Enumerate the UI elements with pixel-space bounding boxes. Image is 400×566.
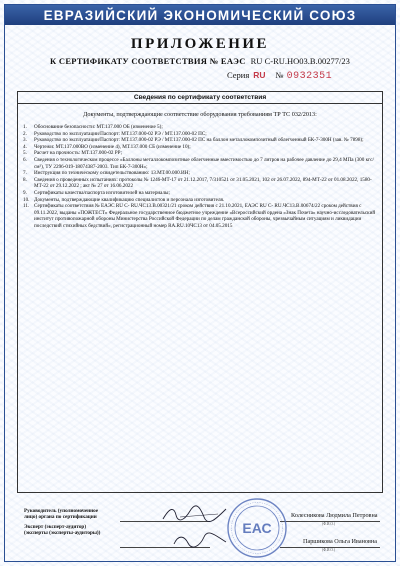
document-item-text: Расчет на прочность: МТ.137.000-02 РР;	[34, 150, 123, 157]
series-label: Серия	[227, 70, 250, 80]
document-item	[23, 177, 377, 190]
document-item-text: Чертежи: МТ.137.000ВО (изменение 4), МТ.137.000 СБ (изменение 10);	[34, 143, 191, 150]
head-label-line1: Руководитель (уполномоченное	[24, 508, 99, 514]
document-item	[23, 170, 377, 177]
document-item-number: 9.	[23, 189, 27, 196]
series-no-label: №	[275, 70, 284, 80]
documents-list	[23, 124, 377, 230]
expert-label-line2: (эксперты (эксперты-аудиторы))	[24, 530, 101, 537]
document-item-number: 1.	[23, 124, 27, 130]
document-item-text: Руководство по эксплуатации/Паспорт: МТ.137.000-02 РЭ / МТ.137.000-02 ПС;	[34, 130, 207, 137]
document-item	[23, 157, 377, 170]
expert-signature-label	[24, 524, 100, 537]
union-banner: ЕВРАЗИЙСКИЙ ЭКОНОМИЧЕСКИЙ СОЮЗ	[5, 5, 395, 25]
certificate-reference	[50, 56, 350, 66]
document-item-text: Документы, подтверждающие квалификацию специалистов и персонала изготовителя.	[34, 196, 225, 203]
document-item	[23, 150, 377, 157]
head-name-hint: (Ф.И.О.)	[322, 522, 336, 526]
certificate-details-box	[17, 91, 383, 493]
document-item	[23, 144, 377, 151]
head-label-line2: лицо) органа по сертификации	[24, 514, 97, 521]
document-item-number: 10.	[23, 196, 30, 203]
certification-seal	[226, 497, 288, 559]
expert-name-hint: (Ф.И.О.)	[322, 548, 336, 552]
document-item-number: 8.	[23, 176, 27, 183]
document-item-text: Инструкция по техническому освидетельствованию: 13.МТ.00.000.ИН;	[34, 170, 190, 177]
expert-label-line1: Эксперт (эксперт-аудитор)	[24, 523, 87, 530]
document-item-number: 11.	[23, 203, 30, 210]
document-item-text: Сертификаты качества/паспорта изготовителей на материалы;	[34, 189, 170, 196]
series-code: RU	[253, 70, 266, 80]
certificate-label: К СЕРТИФИКАТУ СООТВЕТСТВИЯ № ЕАЭС	[50, 56, 246, 66]
head-signature-label	[24, 508, 100, 521]
head-signature	[160, 505, 230, 523]
document-item-text: Сведения о проведенных испытаниях: протоколы № 1246-МТ-17 от 21.12.2017, 7/310521 от 31.05.2021, 102 от 26.07.2022, 894-МТ-22 от 01.08.2022, 1580-МТ-22 от 29.12.2022 ; акт № 27 от 16.06.2022	[34, 176, 372, 190]
document-item	[23, 137, 377, 144]
document-item-number: 2.	[23, 130, 27, 137]
expert-name: Паршикова Ольга Ивановна	[303, 538, 377, 545]
document-item	[23, 124, 377, 131]
seal-mark: ЕАС	[242, 520, 272, 536]
signatures-block	[24, 508, 100, 540]
document-item-number: 7.	[23, 170, 27, 177]
document-item-number: 4.	[23, 143, 27, 150]
document-item-text: Руководство по эксплуатации/Паспорт: МТ.137.000-02 РЭ / МТ.137.000-02 ПС на баллон металлокомпозитный облегченный БК-7-300Н (зав. № 7898);	[34, 137, 364, 144]
document-item-text: Обоснование безопасности: МТ.137.000 ОБ (изменение 5);	[34, 124, 163, 130]
document-item-text: Сведения о технологическом процессе «Баллоны металлокомпозитные облегченные вместимостью до 7 литров на рабочее давление до 29,4 МПа (300 кгс/см²), ТУ 2296-019-18074387-2003. Тип БК-7-300Н»;	[34, 156, 374, 170]
document-item	[23, 203, 377, 229]
series-number: 0932351	[286, 71, 333, 82]
document-item-text: Сертификаты соответствия № ЕАЭС RU C- RU.ЧС13.В.00321/21 сроком действия с 21.10.2021, ЕАЭС RU C- RU.ЧС13.В.00674/22 сроком действия с 09.11.2022, выданы «ПОЖТЕСТ» Федеральное государственное бюджетное учреждение «Всероссийский ордена «Знак Почета» научно-исследовательский институт противопожарной обороны Министерства Российской Федерации по делам гражданской обороны, чрезвычайным ситуациям и ликвидации последствий стихийных бедствий», регистрационный номер RA.RU.10ЧС13 от 04.05.2015	[34, 203, 376, 229]
certificate-number: RU C-RU.НО03.В.00277/23	[250, 56, 350, 66]
document-item-number: 3.	[23, 137, 27, 144]
expert-signature	[170, 532, 230, 548]
document-item	[23, 190, 377, 197]
details-intro: Документы, подтверждающие соответствие оборудования требованиям ТР ТС 032/2013:	[83, 111, 317, 118]
head-name: Колесникова Людмила Петровна	[291, 512, 378, 519]
document-title: ПРИЛОЖЕНИЕ	[130, 36, 270, 52]
details-header: Сведения по сертификату соответствия	[18, 92, 382, 104]
series-line	[227, 70, 332, 82]
document-item-number: 6.	[23, 156, 27, 163]
document-item-number: 5.	[23, 150, 27, 157]
